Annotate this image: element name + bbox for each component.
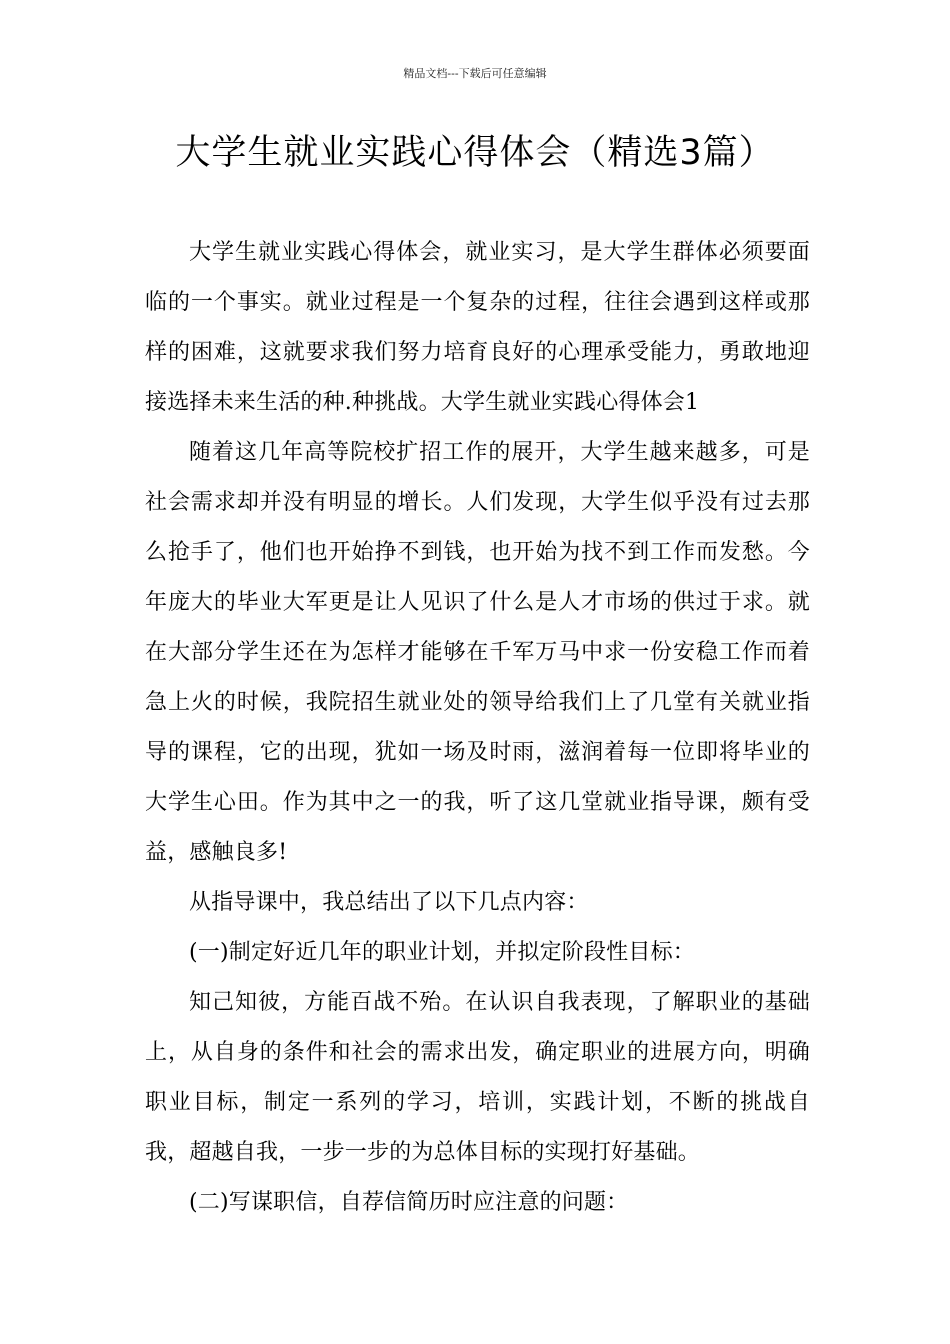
paragraph-point-1-body: 知己知彼，方能百战不殆。在认识自我表现，了解职业的基础上，从自身的条件和社会的需求出发，确定职业的进展方向，明确职业目标，制定一系列的学习，培训，实践计划，不断的挑战自我，超越自我，一步一步的为总体目标的实现打好基础。	[145, 990, 810, 1165]
document-body	[145, 228, 810, 1228]
header-note: 精品文档---下载后可任意编辑	[403, 67, 547, 80]
paragraph-intro: 大学生就业实践心得体会，就业实习，是大学生群体必须要面临的一个事实。就业过程是一个复杂的过程，往往会遇到这样或那样的困难，这就要求我们努力培育良好的心理承受能力，勇敢地迎接选择未来生活的种.种挑战。大学生就业实践心得体会1	[145, 240, 810, 415]
paragraph-point-1-heading: (一)制定好近几年的职业计划，并拟定阶段性目标：	[189, 940, 695, 965]
paragraph-background: 随着这几年高等院校扩招工作的展开，大学生越来越多，可是社会需求却并没有明显的增长。人们发现，大学生似乎没有过去那么抢手了，他们也开始挣不到钱，也开始为找不到工作而发愁。今年庞大的毕业大军更是让人见识了什么是人才市场的供过于求。就在大部分学生还在为怎样才能够在千军万马中求一份安稳工作而着急上火的时候，我院招生就业处的领导给我们上了几堂有关就业指导的课程，它的出现，犹如一场及时雨，滋润着每一位即将毕业的大学生心田。作为其中之一的我，听了这几堂就业指导课，颇有受益，感触良多!	[145, 440, 810, 865]
document-title: 大学生就业实践心得体会（精选3篇）	[175, 133, 775, 173]
paragraph-summary-lead: 从指导课中，我总结出了以下几点内容：	[189, 890, 589, 915]
paragraph-point-2-heading: (二)写谋职信，自荐信简历时应注意的问题：	[189, 1190, 629, 1215]
